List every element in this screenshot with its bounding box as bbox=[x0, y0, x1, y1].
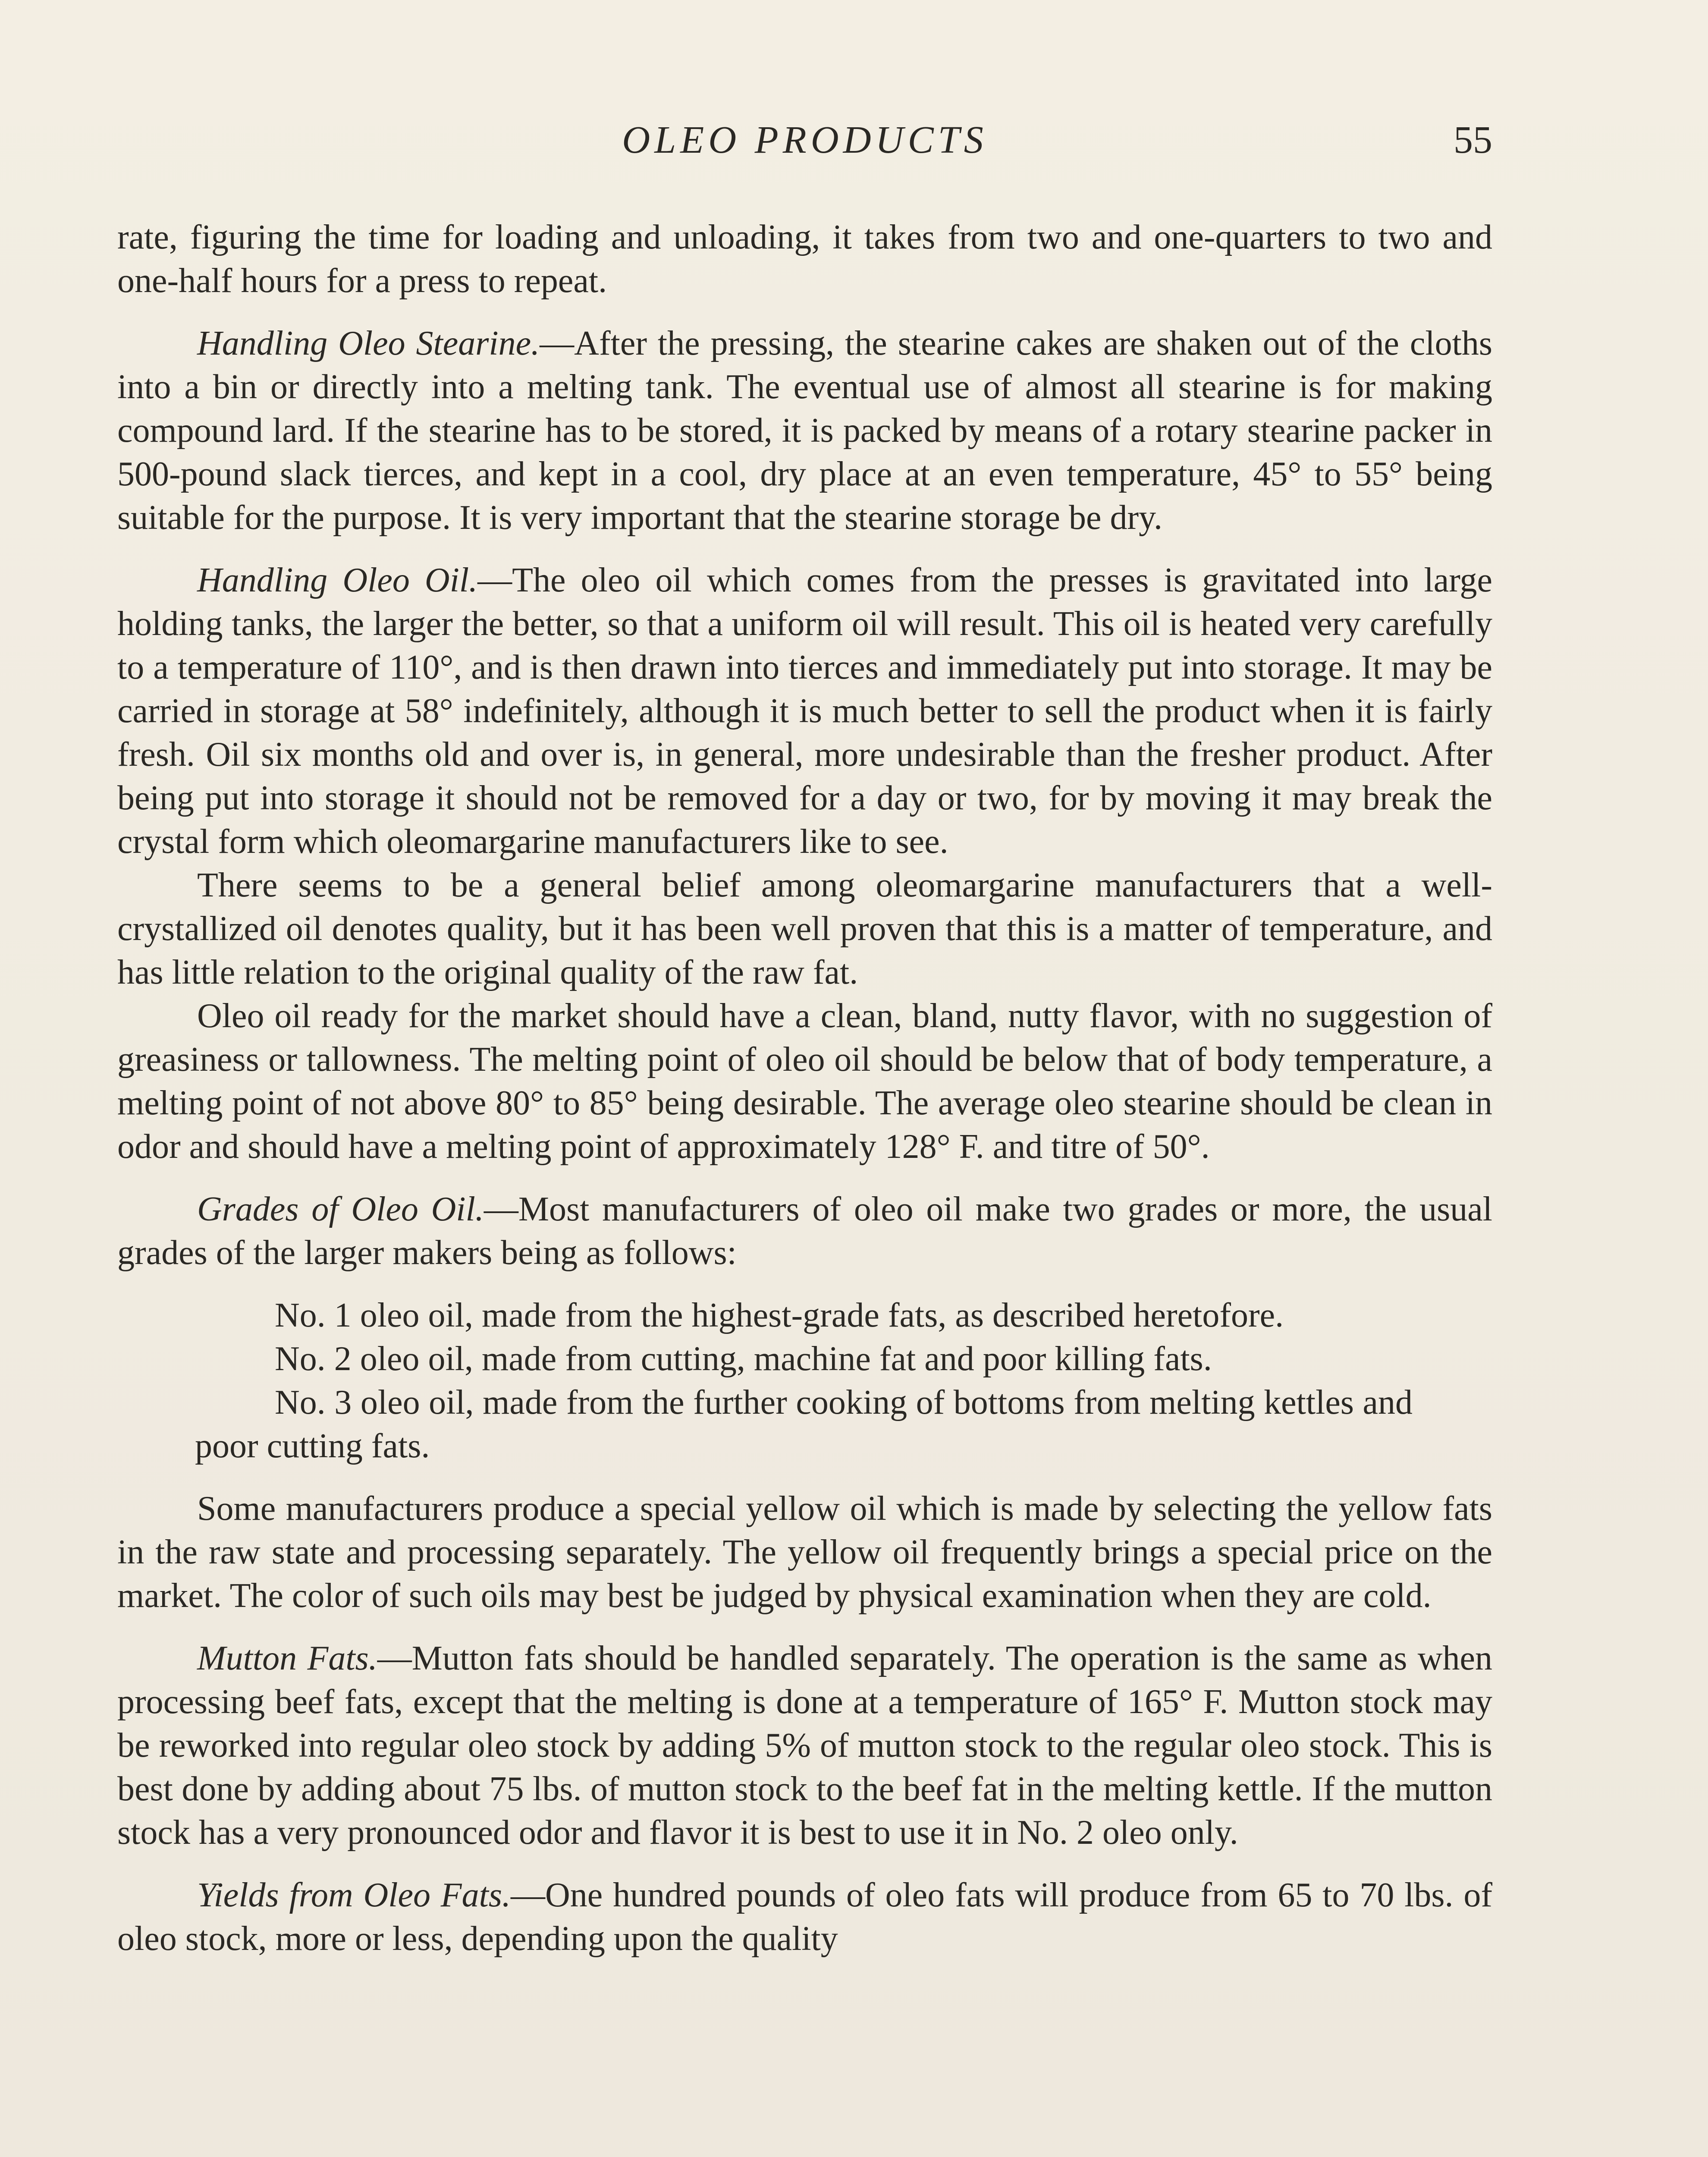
paragraph-text: —After the pressing, the stearine cakes are shaken out of the cloths into a bin or directly into a melting tank. The eventual use of almost all stearine is for making compound lard. If the stearine has to be stored, it is packed by means of a rotary stearine packer in 500-pound slack tierces, and kept in a cool, dry place at an even temperature, 45° to 55° being suitable for the purpose. It is very important that the stearine storage be dry. bbox=[117, 324, 1492, 537]
section-heading: Grades of Oleo Oil. bbox=[197, 1190, 484, 1228]
paragraph-text: —One hundred pounds of oleo fats will produce from 65 to 70 lbs. of oleo stock, more or less, depending upon the quality bbox=[117, 1876, 1492, 1958]
paragraph-yields-from-oleo-fats bbox=[117, 1874, 1492, 1961]
running-title: OLEO PRODUCTS bbox=[622, 119, 988, 161]
paragraph-text: rate, figuring the time for loading and unloading, it takes from two and one-quarters to two and one-half hours for a press to repeat. bbox=[117, 218, 1492, 300]
paragraph-text: Oleo oil ready for the market should have a clean, bland, nutty flavor, with no suggestion of greasiness or tallowness. The melting point of oleo oil should be below that of body temperature, a melting point of not above 80° to 85° being desirable. The average oleo stearine should be clean in odor and should have a melting point of approximately 128° F. and titre of 50°. bbox=[117, 997, 1492, 1166]
list-item-text: No. 3 oleo oil, made from the further cooking of bottoms from melting kettles and poor cutting fats. bbox=[195, 1383, 1413, 1465]
paragraph-crystallized-oil bbox=[117, 864, 1492, 994]
paragraph-oleo-oil-market bbox=[117, 994, 1492, 1169]
section-heading: Handling Oleo Oil. bbox=[197, 561, 478, 599]
body-text bbox=[117, 216, 1492, 1980]
section-heading: Handling Oleo Stearine. bbox=[197, 324, 540, 362]
paragraph-yellow-oil bbox=[117, 1487, 1492, 1618]
page-header bbox=[117, 116, 1492, 164]
paragraph-text: —Most manufacturers of oleo oil make two grades or more, the usual grades of the larger makers being as follows: bbox=[117, 1190, 1492, 1272]
list-item-grade-2 bbox=[195, 1337, 1413, 1381]
list-item-text: No. 2 oleo oil, made from cutting, machine fat and poor killing fats. bbox=[275, 1340, 1212, 1378]
section-heading: Mutton Fats. bbox=[197, 1639, 377, 1677]
paragraph-handling-oleo-oil bbox=[117, 559, 1492, 864]
paragraph-text: —The oleo oil which comes from the presses is gravitated into large holding tanks, the larger the better, so that a uniform oil will result. This oil is heated very carefully to a temperature of 110°, and is then drawn into tierces and immediately put into storage. It may be carried in storage at 58° indefinitely, although it is much better to sell the product when it is fairly fresh. Oil six months old and over is, in general, more undesirable than the fresher product. After being put into storage it should not be removed for a day or two, for by moving it may break the crystal form which oleomargarine manufacturers like to see. bbox=[117, 561, 1492, 861]
paragraph-mutton-fats bbox=[117, 1637, 1492, 1855]
page-number: 55 bbox=[1454, 119, 1492, 161]
list-item-grade-1 bbox=[195, 1294, 1413, 1337]
paragraph-handling-oleo-stearine bbox=[117, 322, 1492, 540]
paragraph-text: Some manufacturers produce a special yellow oil which is made by selecting the yellow fats in the raw state and processing separately. The yellow oil frequently brings a special price on the market. The color of such oils may best be judged by physical examination when they are cold. bbox=[117, 1490, 1492, 1615]
list-item-text: No. 1 oleo oil, made from the highest-grade fats, as described heretofore. bbox=[275, 1296, 1284, 1334]
paragraph-continuation bbox=[117, 216, 1492, 303]
paragraph-text: There seems to be a general belief among oleomargarine manufacturers that a well-crystallized oil denotes quality, but it has been well proven that this is a matter of temperature, and has little relation to the original quality of the raw fat. bbox=[117, 866, 1492, 991]
list-item-grade-3 bbox=[195, 1381, 1413, 1468]
paragraph-text: —Mutton fats should be handled separately. The operation is the same as when processing beef fats, except that the melting is done at a temperature of 165° F. Mutton stock may be reworked into regular oleo stock by adding 5% of mutton stock to the regular oleo stock. This is best done by adding about 75 lbs. of mutton stock to the beef fat in the melting kettle. If the mutton stock has a very pronounced odor and flavor it is best to use it in No. 2 oleo only. bbox=[117, 1639, 1492, 1852]
section-heading: Yields from Oleo Fats. bbox=[197, 1876, 511, 1914]
paragraph-grades-of-oleo-oil bbox=[117, 1188, 1492, 1275]
